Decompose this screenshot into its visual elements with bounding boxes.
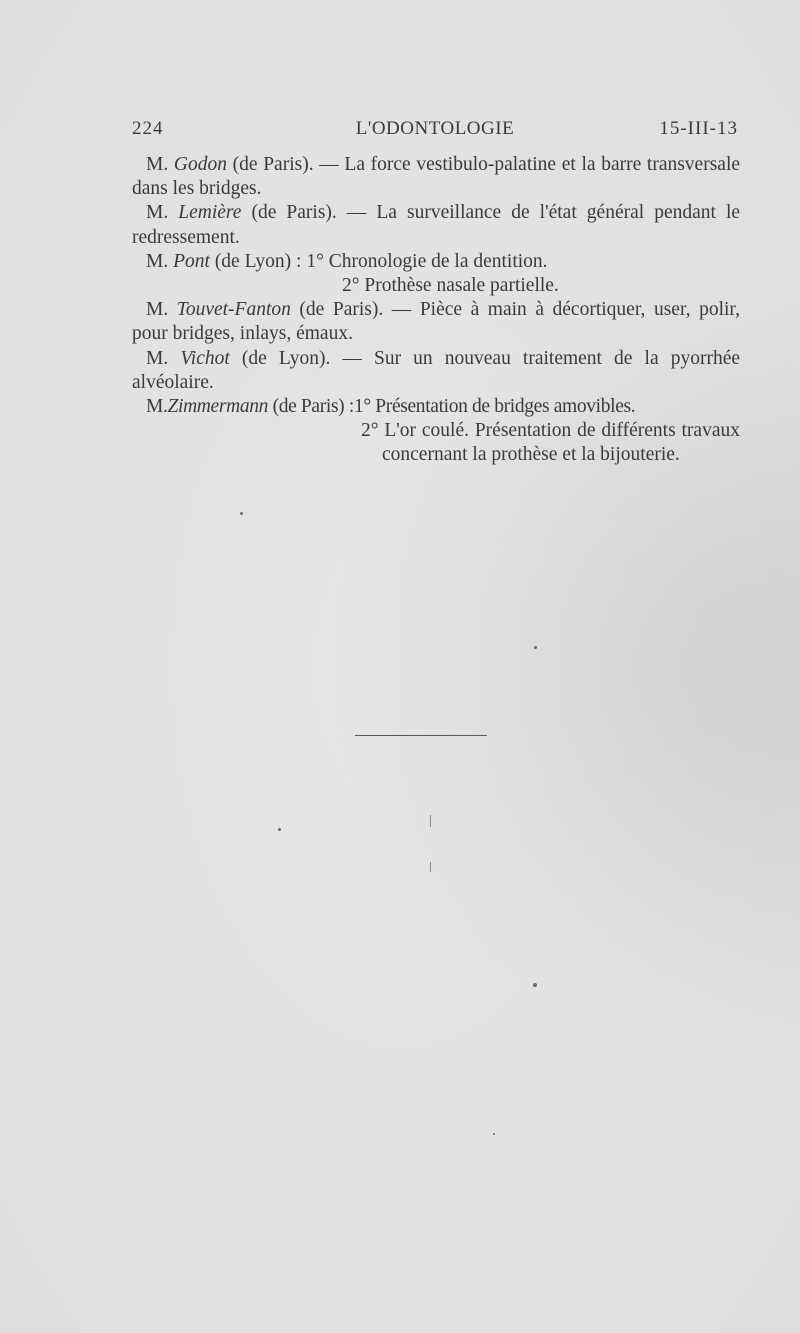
paper-speck: [534, 646, 537, 649]
entry-author: Touvet-Fanton: [176, 299, 291, 321]
list-item: [132, 347, 740, 395]
list-subitem: 2° L'or coulé. Présentation de différents travaux concernant la prothèse et la bijouterie.: [361, 420, 740, 466]
list-subitem: 2° Prothèse nasale partielle.: [342, 275, 559, 297]
list-item: [132, 201, 740, 249]
entry-author: Zimmermann: [167, 396, 269, 418]
entry-text: 1° Chronologie de la dentition.: [306, 250, 548, 272]
list-item: [132, 250, 740, 274]
issue-date: 15-III-13: [659, 118, 738, 139]
entry-title: M.: [146, 154, 169, 175]
entry-author: Vichot: [180, 347, 230, 369]
entry-title: M.: [146, 299, 169, 321]
entry-place: (de Paris).: [251, 202, 337, 224]
entry-text: — Sur un nouveau traitement de la pyorrhée alvéolaire.: [132, 347, 741, 393]
entry-author: Lemière: [178, 202, 242, 224]
journal-title: L'ODONTOLOGIE: [355, 118, 515, 139]
page-number: 224: [132, 118, 164, 139]
entry-text: — Pièce à main à décortiquer, user, polir, pour bridges, inlays, émaux.: [132, 299, 740, 345]
paper-speck: [278, 828, 281, 831]
paper-speck: [430, 862, 431, 872]
paper-speck: [493, 1133, 495, 1135]
communications-list: [132, 153, 740, 468]
list-item: [132, 395, 740, 419]
entry-author: Pont: [173, 250, 210, 272]
running-head: [132, 118, 738, 148]
paper-speck: [430, 815, 431, 827]
entry-text: — La force vestibulo-palatine et la barre transversale dans les bridges.: [132, 154, 741, 200]
entry-place: (de Lyon).: [241, 347, 331, 369]
entry-title: M.: [146, 202, 169, 224]
paper-speck: [533, 983, 537, 987]
section-divider: [355, 735, 487, 736]
list-item: [132, 153, 740, 201]
entry-place: (de Paris) :: [272, 396, 354, 418]
entry-author: Godon: [173, 154, 227, 175]
entry-title: M.: [146, 347, 169, 369]
list-item: [132, 298, 740, 346]
entry-place: (de Lyon) :: [214, 250, 302, 272]
entry-title: M.: [146, 396, 168, 418]
paper-speck: [240, 512, 243, 515]
entry-text: 1° Présentation de bridges amovibles.: [353, 396, 636, 418]
entry-place: (de Paris).: [299, 299, 384, 321]
entry-text: — La surveillance de l'état général pendant le redressement.: [132, 202, 741, 248]
entry-title: M.: [146, 250, 169, 272]
entry-place: (de Paris).: [232, 154, 314, 175]
